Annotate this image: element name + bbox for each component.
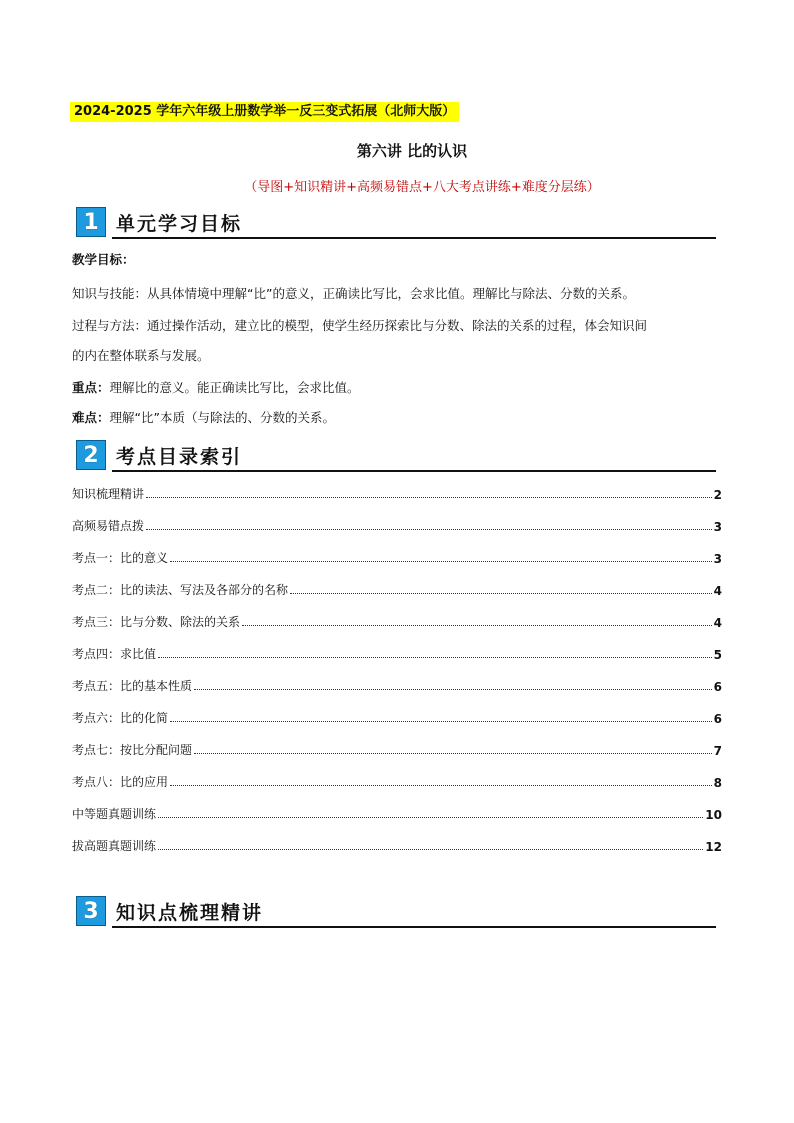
goal-process-line2: 的内在整体联系与发展。 (72, 348, 210, 363)
toc-entry[interactable]: 考点五：比的基本性质 6 (72, 679, 722, 694)
toc-entry[interactable]: 考点三：比与分数、除法的关系 4 (72, 615, 722, 630)
key-label: 重点： (72, 380, 110, 395)
toc-entry[interactable]: 拔高题真题训练 12 (72, 839, 722, 854)
section-title: 知识点梳理精讲 (116, 902, 264, 924)
toc-entry[interactable]: 中等题真题训练 10 (72, 807, 722, 822)
section-underline (112, 470, 716, 472)
section-underline (112, 237, 716, 239)
document-banner: 2024-2025 学年六年级上册数学举一反三变式拓展（北师大版） (70, 102, 459, 122)
section-header-toc (76, 440, 716, 474)
goal-knowledge: 知识与技能：从具体情境中理解“比”的意义，正确读比写比，会求比值。理解比与除法、分数的关系。 (72, 286, 635, 301)
toc-entry[interactable]: 考点六：比的化简 6 (72, 711, 722, 726)
difficulty-text: 理解“比”本质（与除法的、分数的关系。 (109, 410, 335, 425)
goal-key-point (72, 378, 360, 398)
section-underline (112, 926, 716, 928)
lecture-title: 第六讲 比的认识 (356, 142, 468, 160)
section-header-knowledge (76, 896, 716, 930)
goal-process-line1: 过程与方法：通过操作活动，建立比的模型，使学生经历探索比与分数、除法的关系的过程，体会知识间 (72, 318, 648, 333)
number-badge: 1 (76, 207, 106, 237)
toc-entry[interactable]: 知识梳理精讲 2 (72, 487, 722, 502)
section-header-goals (76, 207, 716, 241)
difficulty-label: 难点： (72, 410, 110, 425)
section-title: 考点目录索引 (116, 446, 243, 468)
key-text: 理解比的意义。能正确读比写比，会求比值。 (109, 380, 360, 395)
toc-entry[interactable]: 考点七：按比分配问题 7 (72, 743, 722, 758)
toc-entry[interactable]: 考点二：比的读法、写法及各部分的名称 4 (72, 583, 722, 598)
toc-entry[interactable]: 高频易错点拨 3 (72, 519, 722, 534)
goals-heading: 教学目标： (72, 252, 135, 267)
number-badge: 2 (76, 440, 106, 470)
section-title: 单元学习目标 (116, 213, 243, 235)
toc-entry[interactable]: 考点四：求比值 5 (72, 647, 722, 662)
toc-entry[interactable]: 考点八：比的应用 8 (72, 775, 722, 790)
toc-entry[interactable]: 考点一：比的意义 3 (72, 551, 722, 566)
lecture-subtitle: （导图+知识精讲+高频易错点+八大考点讲练+难度分层练） (244, 180, 600, 195)
number-badge: 3 (76, 896, 106, 926)
goal-difficulty (72, 408, 335, 428)
